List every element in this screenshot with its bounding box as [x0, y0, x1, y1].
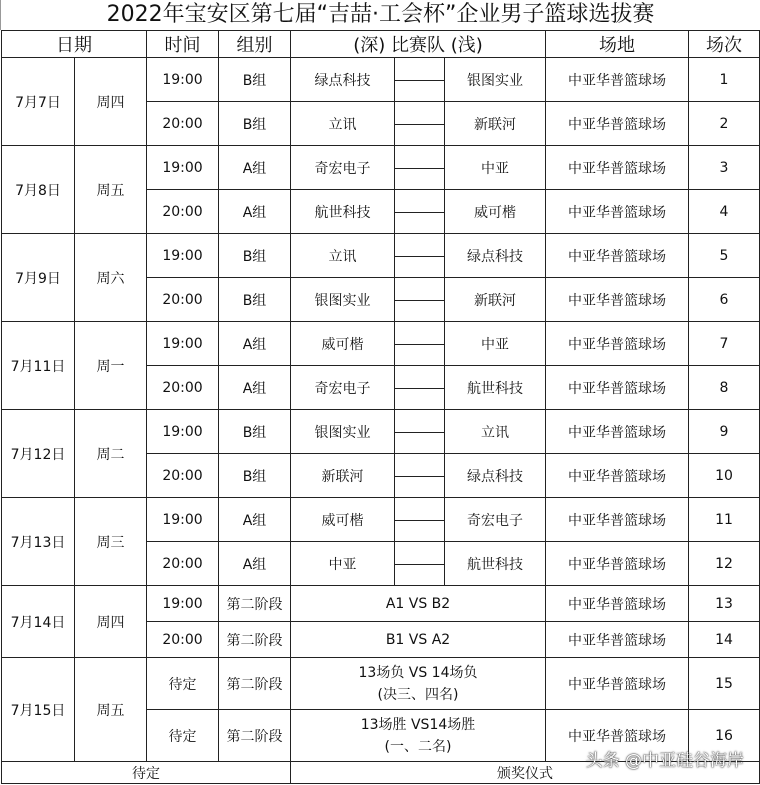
match-number-cell: 15 — [689, 658, 760, 710]
group-cell: B组 — [219, 58, 291, 102]
date-cell: 7月9日 — [2, 234, 75, 322]
away-team-cell: 绿点科技 — [445, 454, 546, 498]
home-team-cell: 立讯 — [291, 234, 395, 278]
group-cell: A组 — [219, 322, 291, 366]
away-team-cell: 航世科技 — [445, 542, 546, 586]
weekday-cell: 周四 — [75, 586, 147, 658]
matchup-text: 13场负 VS 14场负 — [358, 664, 478, 681]
match-number-cell: 11 — [689, 498, 760, 542]
versus-dash — [395, 454, 445, 498]
matchup-note: (一、二名) — [384, 738, 452, 755]
weekday-cell: 周三 — [75, 498, 147, 586]
time-cell: 待定 — [147, 710, 219, 762]
venue-cell: 中亚华普篮球场 — [546, 454, 689, 498]
away-team-cell: 立讯 — [445, 410, 546, 454]
time-cell: 20:00 — [147, 366, 219, 410]
footer-event-cell: 颁奖仪式 — [291, 762, 760, 784]
match-number-cell: 5 — [689, 234, 760, 278]
table-row — [2, 586, 760, 622]
versus-dash — [395, 146, 445, 190]
time-cell: 20:00 — [147, 454, 219, 498]
versus-dash — [395, 410, 445, 454]
watermark: 头条 @中亚硅谷海岸 — [585, 751, 744, 771]
group-cell: A组 — [219, 366, 291, 410]
matchup-cell — [291, 622, 546, 658]
away-team-cell: 新联河 — [445, 278, 546, 322]
away-team-cell: 中亚 — [445, 322, 546, 366]
group-cell: 第二阶段 — [219, 586, 291, 622]
time-cell: 待定 — [147, 658, 219, 710]
away-team-cell: 新联河 — [445, 102, 546, 146]
versus-dash — [395, 234, 445, 278]
date-cell: 7月8日 — [2, 146, 75, 234]
matchup-cell — [291, 658, 546, 710]
versus-dash — [395, 58, 445, 102]
header-time: 时间 — [147, 31, 219, 58]
versus-dash — [395, 102, 445, 146]
time-cell: 19:00 — [147, 498, 219, 542]
venue-cell: 中亚华普篮球场 — [546, 542, 689, 586]
weekday-cell: 周四 — [75, 58, 147, 146]
group-cell: B组 — [219, 278, 291, 322]
table-row — [2, 58, 760, 102]
time-cell: 19:00 — [147, 410, 219, 454]
time-cell: 20:00 — [147, 190, 219, 234]
venue-cell: 中亚华普篮球场 — [546, 710, 689, 762]
header-group: 组别 — [219, 31, 291, 58]
date-cell: 7月14日 — [2, 586, 75, 658]
time-cell: 19:00 — [147, 586, 219, 622]
schedule-table — [1, 30, 760, 784]
venue-cell: 中亚华普篮球场 — [546, 498, 689, 542]
venue-cell: 中亚华普篮球场 — [546, 278, 689, 322]
venue-cell: 中亚华普篮球场 — [546, 658, 689, 710]
versus-dash — [395, 542, 445, 586]
date-cell: 7月15日 — [2, 658, 75, 762]
versus-dash — [395, 366, 445, 410]
group-cell: 第二阶段 — [219, 622, 291, 658]
weekday-cell: 周六 — [75, 234, 147, 322]
time-cell: 20:00 — [147, 542, 219, 586]
header-match-no: 场次 — [689, 31, 760, 58]
time-cell: 20:00 — [147, 102, 219, 146]
date-cell: 7月11日 — [2, 322, 75, 410]
versus-dash — [395, 322, 445, 366]
weekday-cell: 周二 — [75, 410, 147, 498]
home-team-cell: 航世科技 — [291, 190, 395, 234]
time-cell: 19:00 — [147, 58, 219, 102]
venue-cell: 中亚华普篮球场 — [546, 622, 689, 658]
match-number-cell: 3 — [689, 146, 760, 190]
time-cell: 19:00 — [147, 234, 219, 278]
table-row — [2, 234, 760, 278]
header-row — [2, 31, 760, 58]
matchup-text: 13场胜 VS14场胜 — [360, 716, 476, 733]
matchup-text: A1 VS B2 — [385, 595, 451, 612]
home-team-cell: 绿点科技 — [291, 58, 395, 102]
match-number-cell: 12 — [689, 542, 760, 586]
time-cell: 19:00 — [147, 322, 219, 366]
header-venue: 场地 — [546, 31, 689, 58]
group-cell: B组 — [219, 102, 291, 146]
venue-cell: 中亚华普篮球场 — [546, 146, 689, 190]
group-cell: A组 — [219, 146, 291, 190]
venue-cell: 中亚华普篮球场 — [546, 586, 689, 622]
group-cell: A组 — [219, 190, 291, 234]
venue-cell: 中亚华普篮球场 — [546, 366, 689, 410]
home-team-cell: 奇宏电子 — [291, 146, 395, 190]
time-cell: 20:00 — [147, 622, 219, 658]
match-number-cell: 14 — [689, 622, 760, 658]
matchup-note: (决三、四名) — [377, 686, 459, 703]
table-row — [2, 410, 760, 454]
date-cell: 7月12日 — [2, 410, 75, 498]
matchup-cell — [291, 710, 546, 762]
matchup-text: B1 VS A2 — [385, 631, 451, 648]
time-cell: 19:00 — [147, 146, 219, 190]
venue-cell: 中亚华普篮球场 — [546, 410, 689, 454]
away-team-cell: 中亚 — [445, 146, 546, 190]
header-date: 日期 — [2, 31, 147, 58]
group-cell: B组 — [219, 454, 291, 498]
venue-cell: 中亚华普篮球场 — [546, 58, 689, 102]
away-team-cell: 银图实业 — [445, 58, 546, 102]
venue-cell: 中亚华普篮球场 — [546, 102, 689, 146]
home-team-cell: 银图实业 — [291, 278, 395, 322]
date-cell: 7月7日 — [2, 58, 75, 146]
match-number-cell: 1 — [689, 58, 760, 102]
away-team-cell: 奇宏电子 — [445, 498, 546, 542]
header-teams: (深) 比赛队 (浅) — [291, 31, 546, 58]
home-team-cell: 中亚 — [291, 542, 395, 586]
weekday-cell: 周一 — [75, 322, 147, 410]
away-team-cell: 威可楷 — [445, 190, 546, 234]
home-team-cell: 威可楷 — [291, 322, 395, 366]
table-row — [2, 658, 760, 710]
match-number-cell: 7 — [689, 322, 760, 366]
away-team-cell: 绿点科技 — [445, 234, 546, 278]
match-number-cell: 10 — [689, 454, 760, 498]
match-number-cell: 6 — [689, 278, 760, 322]
table-row — [2, 322, 760, 366]
home-team-cell: 银图实业 — [291, 410, 395, 454]
time-cell: 20:00 — [147, 278, 219, 322]
versus-dash — [395, 498, 445, 542]
match-number-cell: 4 — [689, 190, 760, 234]
match-number-cell: 9 — [689, 410, 760, 454]
venue-cell: 中亚华普篮球场 — [546, 322, 689, 366]
table-row — [2, 498, 760, 542]
weekday-cell: 周五 — [75, 658, 147, 762]
match-number-cell: 8 — [689, 366, 760, 410]
group-cell: 第二阶段 — [219, 710, 291, 762]
match-number-cell: 2 — [689, 102, 760, 146]
home-team-cell: 威可楷 — [291, 498, 395, 542]
table-row — [2, 146, 760, 190]
page-title: 2022年宝安区第七届“吉喆·工会杯”企业男子篮球选拔赛 — [0, 0, 760, 30]
group-cell: A组 — [219, 498, 291, 542]
away-team-cell: 航世科技 — [445, 366, 546, 410]
home-team-cell: 立讯 — [291, 102, 395, 146]
group-cell: A组 — [219, 542, 291, 586]
versus-dash — [395, 278, 445, 322]
home-team-cell: 奇宏电子 — [291, 366, 395, 410]
group-cell: B组 — [219, 234, 291, 278]
venue-cell: 中亚华普篮球场 — [546, 190, 689, 234]
weekday-cell: 周五 — [75, 146, 147, 234]
home-team-cell: 新联河 — [291, 454, 395, 498]
versus-dash — [395, 190, 445, 234]
venue-cell: 中亚华普篮球场 — [546, 234, 689, 278]
group-cell: 第二阶段 — [219, 658, 291, 710]
match-number-cell: 13 — [689, 586, 760, 622]
date-cell: 7月13日 — [2, 498, 75, 586]
match-number-cell: 16 — [689, 710, 760, 762]
footer-time-cell: 待定 — [2, 762, 291, 784]
group-cell: B组 — [219, 410, 291, 454]
matchup-cell — [291, 586, 546, 622]
